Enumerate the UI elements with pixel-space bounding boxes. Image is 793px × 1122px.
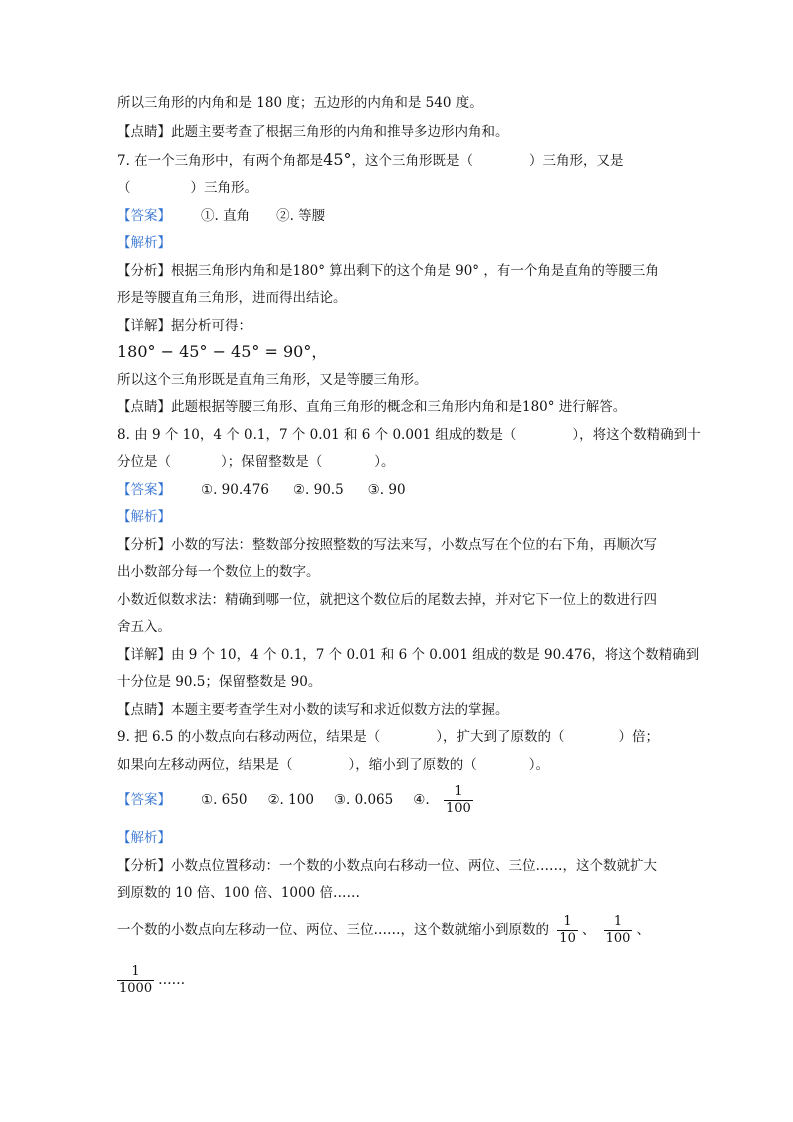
analysis-tag-8 [117,507,171,527]
text: 【解析】 [117,830,171,846]
text: 9. 把 6.5 的小数点向右移动两位，结果是（ [117,729,381,745]
text: ，这个三角形既是（ [351,153,474,169]
fraction-1-1000 [117,964,154,997]
numerator: 1 [444,784,473,801]
answer-tag: 【答案】 [117,792,171,808]
numerator: 1 [604,914,633,931]
answer-item: ②. 100 [267,792,314,808]
line-2 [117,122,509,142]
denominator: 10 [559,931,576,946]
analysis-9-line-4 [117,962,185,998]
text: 【分析】根据三角形内角和是180° 算出剩下的这个角是 90° ，有一个角是直角的等腰三角 [117,263,659,279]
text: ）。 [528,757,549,773]
answer-item: ①. 直角 [201,208,251,224]
text: ），缩小到了原数的（ [348,757,477,773]
fraction-1-100 [444,784,473,817]
answer-item: ④. [413,792,430,808]
text: 【解析】 [117,509,171,525]
equation: 180° − 45° − 45° = 90°， [117,342,328,361]
answer-item: ①. 90.476 [201,482,269,498]
text: 所以三角形的内角和是 180 度；五边形的内角和是 540 度。 [117,95,483,111]
answer-item: ③. 90 [367,482,406,498]
text: 小数近似数求法：精确到哪一位，就把这个数位后的尾数去掉，并对它下一位上的数进行四 [117,592,657,608]
text: ）三角形，又是 [529,153,624,169]
equation-7 [117,342,327,362]
text: ）倍； [618,729,659,745]
answer-tag: 【答案】 [117,482,171,498]
text: 【详解】据分析可得： [117,318,252,334]
text: 如果向左移动两位，结果是（ [117,757,293,773]
answer-item: ③. 0.065 [333,792,394,808]
text: ），将这个数精确到十 [572,427,701,443]
text: ）。 [374,454,395,470]
question-7-line-1 [117,150,624,171]
text: 一个数的小数点向左移动一位、两位、三位……，这个数就缩小到原数的 [117,922,549,938]
question-9-line-2 [117,755,549,775]
denominator: 100 [605,931,631,946]
text: 【分析】小数的写法：整数部分按照整数的写法来写，小数点写在个位的右下角，再顺次写 [117,537,657,553]
analysis-9-line-2 [117,883,360,903]
answer-7 [117,206,325,226]
answer-tag: 【答案】 [117,208,171,224]
text: 形是等腰直角三角形，进而得出结论。 [117,290,347,306]
analysis-tag-7 [117,233,171,253]
analysis-7-line-2 [117,288,347,308]
numerator: 1 [557,914,578,931]
text: ）；保留整数是（ [221,454,323,470]
text: 【详解】由 9 个 10，4 个 0.1，7 个 0.01 和 6 个 0.001 组成的数是 90.476，将这个数精确到 [117,647,700,663]
denominator: 1000 [119,981,153,996]
analysis-8-line-2 [117,562,320,582]
fraction-1-100 [604,914,633,947]
text: 【点睛】本题主要考查学生对小数的读写和求近似数方法的掌握。 [117,702,509,718]
text: ）三角形。 [190,180,258,196]
text: 到原数的 10 倍、100 倍、1000 倍…… [117,885,360,901]
comment-8 [117,700,509,720]
text: 所以这个三角形既是直角三角形，又是等腰三角形。 [117,372,428,388]
answer-item: ②. 90.5 [292,482,344,498]
analysis-8-line-3 [117,590,657,610]
question-8-line-2 [117,452,395,472]
text: 出小数部分每一个数位上的数字。 [117,564,320,580]
detail-8-line-2 [117,672,321,692]
line-1 [117,93,483,113]
text: 7. 在一个三角形中，有两个角都是 [117,153,324,169]
text: ），扩大到了原数的（ [436,729,565,745]
numerator: 1 [117,964,154,981]
analysis-8-line-1 [117,535,657,555]
text: 【解析】 [117,235,171,251]
text: 【点睛】此题根据等腰三角形、直角三角形的概念和三角形内角和是180° 进行解答。 [117,399,627,415]
conclusion-7 [117,370,428,390]
comment-7 [117,397,626,417]
answer-9 [117,782,477,818]
answer-8 [117,480,406,500]
text: 分位是（ [117,454,171,470]
ellipsis: …… [158,972,186,988]
angle-45: 45° [323,150,352,169]
text: 【点睛】此题主要考查了根据三角形的内角和推导多边形内角和。 [117,124,509,140]
denominator: 100 [445,801,471,816]
question-8-line-1 [117,425,701,445]
text: 舍五入。 [117,619,171,635]
analysis-7-line-1 [117,261,659,281]
analysis-9-line-3 [117,912,650,948]
text: 【分析】小数点位置移动：一个数的小数点向右移动一位、两位、三位……，这个数就扩大 [117,858,657,874]
analysis-8-line-4 [117,617,171,637]
separator: 、 [581,922,596,938]
text: 十分位是 90.5；保留整数是 90。 [117,674,322,690]
detail-7 [117,316,252,336]
text: 8. 由 9 个 10，4 个 0.1，7 个 0.01 和 6 个 0.001 组成的数是（ [117,427,517,443]
answer-item: ①. 650 [201,792,248,808]
analysis-9-line-1 [117,856,657,876]
question-7-line-2 [117,178,258,198]
detail-8-line-1 [117,645,699,665]
separator: 、 [636,922,650,938]
fraction-1-10 [557,914,578,947]
question-9-line-1 [117,727,659,747]
answer-item: ②. 等腰 [276,208,326,224]
analysis-tag-9 [117,828,171,848]
text: （ [117,180,131,196]
